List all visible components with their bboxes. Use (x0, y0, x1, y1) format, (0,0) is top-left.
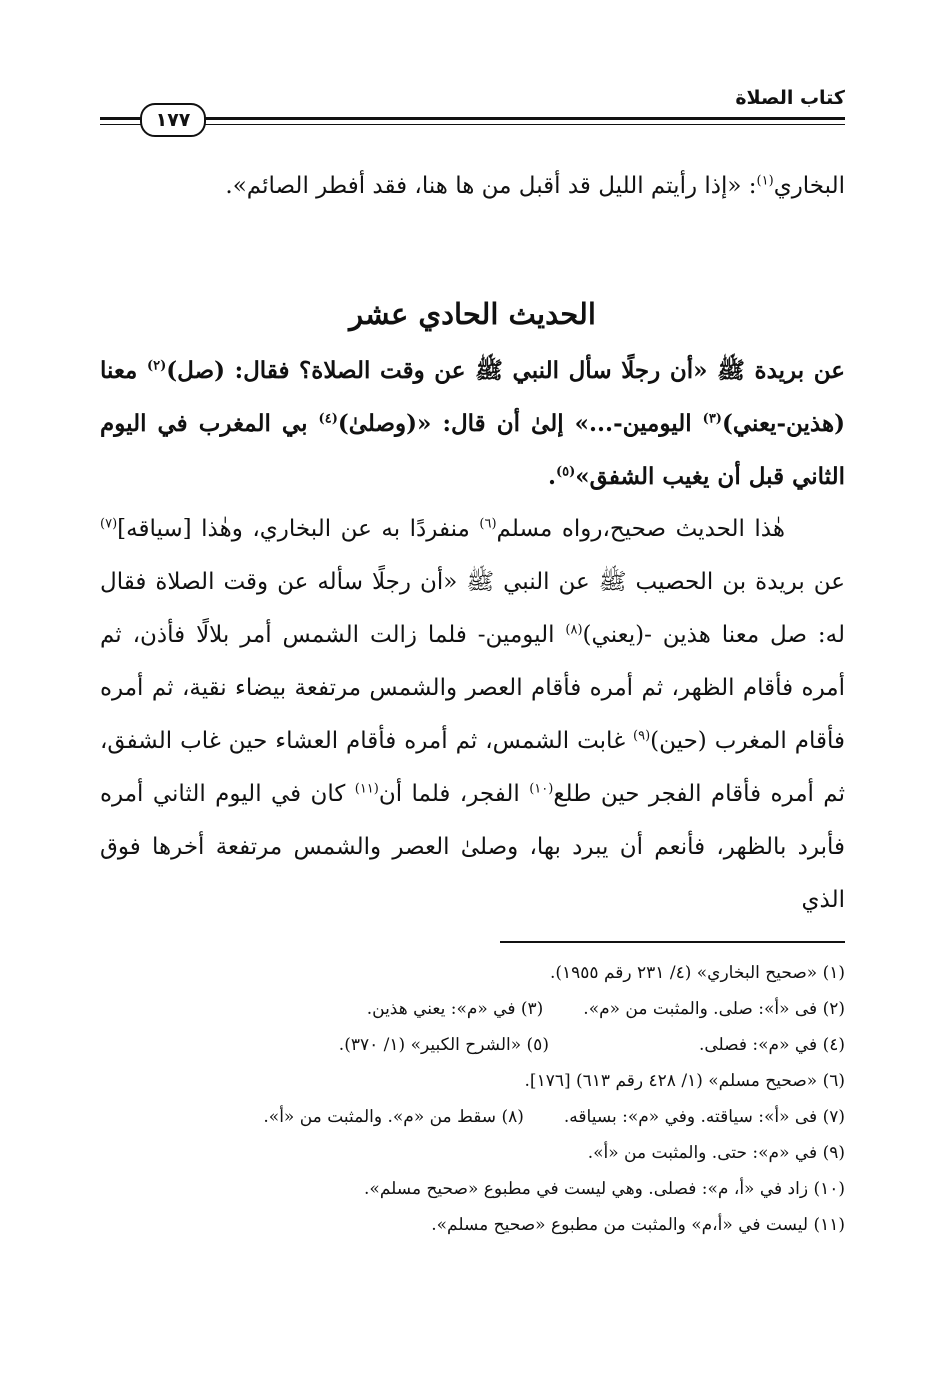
commentary-text: كان في اليوم الثاني أمره فأبرد بالظهر، فأنعم أن يبرد بها، وصلىٰ العصر والشمس مرتفعة أخرها فوق الذي (100, 781, 845, 913)
header-rule-thin (100, 124, 845, 125)
page-number: ١٧٧ (140, 103, 206, 137)
footnote-1: (١) «صحيح البخاري» (٤/ ٢٣١ رقم ١٩٥٥). (549, 963, 845, 983)
footnote-ref: (٥) (555, 464, 576, 480)
footnote-11: (١١) ليست في «أ،م» والمثبت من مطبوع «صحيح مسلم». (431, 1215, 845, 1235)
hadith-paragraph (100, 344, 845, 503)
commentary-text: عن بريدة بن الحصيب ﷺ عن النبي ﷺ «أن رجلًا سأله عن وقت الصلاة فقال له: صل معنا هذين -(يعني) (100, 569, 845, 648)
footnote-ref: (٣) (702, 411, 722, 427)
footnote-3: (٣) في «م»: يعني هذين. (366, 999, 544, 1019)
footnote-2: (٢) فى «أ»: صلى. والمثبت من «م». (583, 999, 845, 1019)
commentary-paragraph (100, 503, 845, 927)
footnote-row (100, 1027, 845, 1063)
footnote-6: (٦) «صحيح مسلم» (١/ ٤٢٨ رقم ٦١٣) [١٧٦]. (524, 1071, 845, 1091)
commentary-text: غابت الشمس، ثم أمره فأقام العشاء حين غاب الشفق، ثم أمره فأقام الفجر حين طلع (100, 728, 845, 807)
hadith-text: . (547, 463, 556, 490)
hadith-text: اليومين-...» إلىٰ أن قال: «(وصلىٰ) (337, 410, 703, 437)
commentary-text: اليومين- فلما زالت الشمس أمر بلالًا فأذن، ثم أمره فأقام الظهر، ثم أمره فأقام العصر والشمس مرتفعة بيضاء نقية، ثم أمره فأقام المغرب (حين) (100, 622, 845, 754)
section-heading: الحديث الحادي عشر (349, 297, 596, 331)
commentary-text: الفجر، فلما أن (378, 781, 530, 807)
footnote-4: (٤) في «م»: فصلى. (698, 1035, 845, 1055)
footnote-ref: (٨) (565, 622, 583, 638)
footnote-ref: (٤) (318, 411, 338, 427)
footnote-ref: (١١) (354, 781, 379, 797)
opening-paragraph (100, 160, 845, 213)
footnotes (100, 955, 845, 1243)
footnote-ref: (٧) (100, 516, 118, 532)
footnote-10: (١٠) زاد في «أ، م»: فصلى. وهي ليست في مطبوع «صحيح مسلم». (364, 1179, 845, 1199)
footnote-8: (٨) سقط من «م». والمثبت من «أ». (263, 1107, 524, 1127)
footnote-row (100, 991, 845, 1027)
footnote-ref: (٦) (479, 516, 497, 532)
footnote-ref: (٩) (633, 728, 651, 744)
opening-text: : «إذا رأيتم الليل قد أقبل من ها هنا، فقد أفطر الصائم». (225, 173, 757, 199)
hadith-text: عن بريدة ﷺ «أن رجلًا سأل النبي ﷺ عن وقت الصلاة؟ فقال: (صل) (166, 357, 845, 384)
commentary-text: هٰذا الحديث صحيح،رواه مسلم (496, 516, 785, 542)
footnote-5: (٥) «الشرح الكبير» (١/ ٣٧٠). (338, 1035, 549, 1055)
opening-text: البخاري (773, 173, 845, 199)
footnote-9: (٩) في «م»: حتى. والمثبت من «أ». (587, 1143, 845, 1163)
running-header-title: كتاب الصلاة (735, 87, 845, 109)
footnote-ref: (٢) (146, 358, 167, 374)
footnote-row (100, 1099, 845, 1135)
footnote-separator (500, 941, 845, 943)
footnote-ref: (١٠) (529, 781, 554, 797)
commentary-text: منفردًا به عن البخاري، وهٰذا [سياقه] (117, 516, 480, 542)
footnote-7: (٧) فى «أ»: سياقته. وفي «م»: بسياقه. (563, 1107, 845, 1127)
header-rule (100, 117, 845, 120)
hadith-text: معنا (هذين-يعني) (100, 357, 845, 437)
footnote-ref: (١) (756, 173, 774, 189)
hadith-text: بي المغرب في اليوم الثاني قبل أن يغيب الشفق» (100, 410, 845, 490)
